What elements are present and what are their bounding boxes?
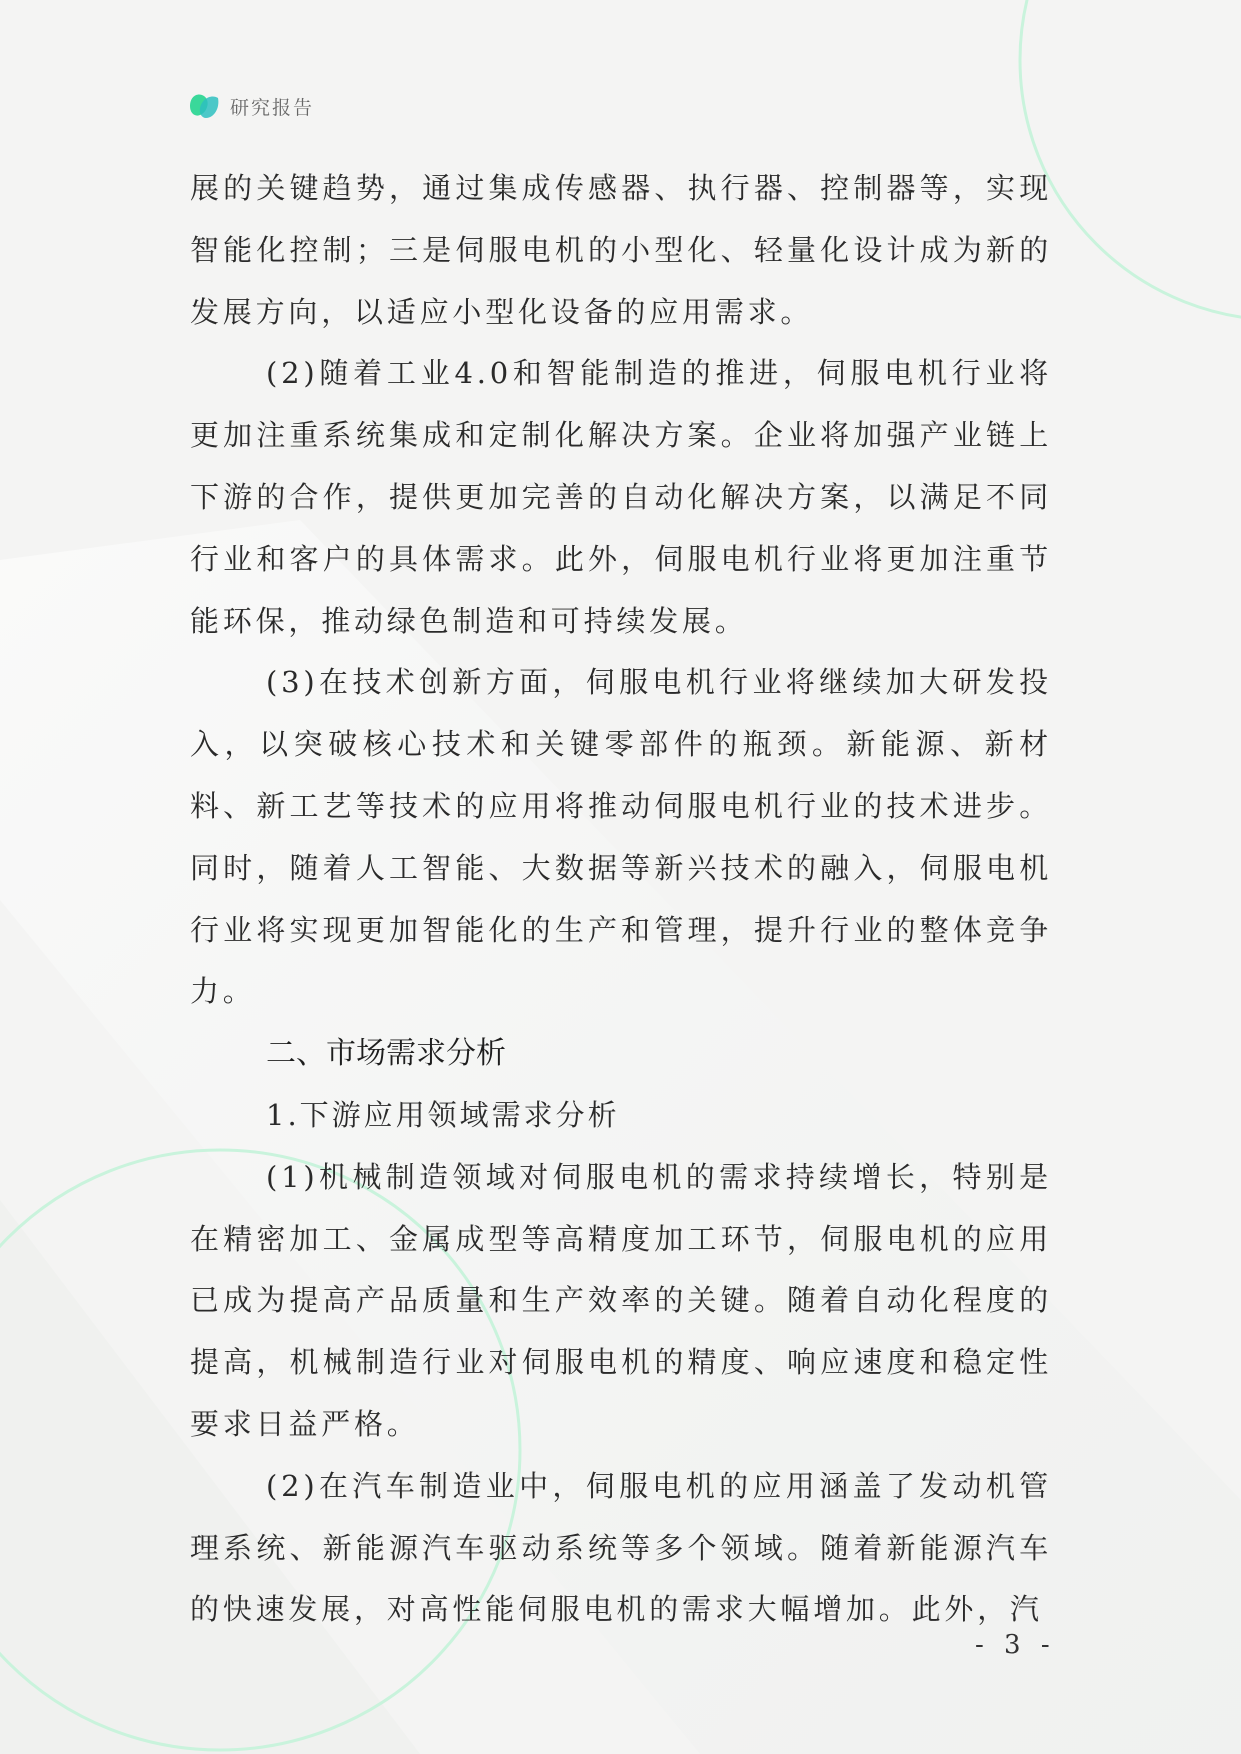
- subsection-heading: 1.下游应用领域需求分析: [266, 1097, 620, 1132]
- paragraph: (3)在技术创新方面，伺服电机行业将继续加大研发投入，以突破核心技术和关键零部件的瓶颈。新能源、新材料、新工艺等技术的应用将推动伺服电机行业的技术进步。同时，随着人工智能、大数据等新兴技术的融入，伺服电机行业将实现更加智能化的生产和管理，提升行业的整体竞争力。: [190, 665, 1052, 1009]
- paragraph: (2)在汽车制造业中，伺服电机的应用涵盖了发动机管理系统、新能源汽车驱动系统等多个领域。随着新能源汽车的快速发展，对高性能伺服电机的需求大幅增加。此外，汽: [190, 1468, 1052, 1627]
- report-header: [186, 88, 314, 124]
- paragraph: 展的关键趋势，通过集成传感器、执行器、控制器等，实现智能化控制；三是伺服电机的小型化、轻量化设计成为新的发展方向，以适应小型化设备的应用需求。: [190, 171, 1052, 329]
- paragraph: (1)机械制造领域对伺服电机的需求持续增长，特别是在精密加工、金属成型等高精度加工环节，伺服电机的应用已成为提高产品质量和生产效率的关键。随着自动化程度的提高，机械制造行业对伺服电机的精度、响应速度和稳定性要求日益严格。: [190, 1159, 1052, 1441]
- leaf-logo-icon: [186, 88, 222, 124]
- document-body: [190, 158, 1052, 1641]
- paragraph: (2)随着工业4.0和智能制造的推进，伺服电机行业将更加注重系统集成和定制化解决方案。企业将加强产业链上下游的合作，提供更加完善的自动化解决方案，以满足不同行业和客户的具体需求。此外，伺服电机行业将更加注重节能环保，推动绿色制造和可持续发展。: [190, 356, 1052, 638]
- header-title: 研究报告: [230, 96, 315, 119]
- page-number: - 3 -: [975, 1630, 1056, 1660]
- section-heading: 二、市场需求分析: [266, 1036, 506, 1072]
